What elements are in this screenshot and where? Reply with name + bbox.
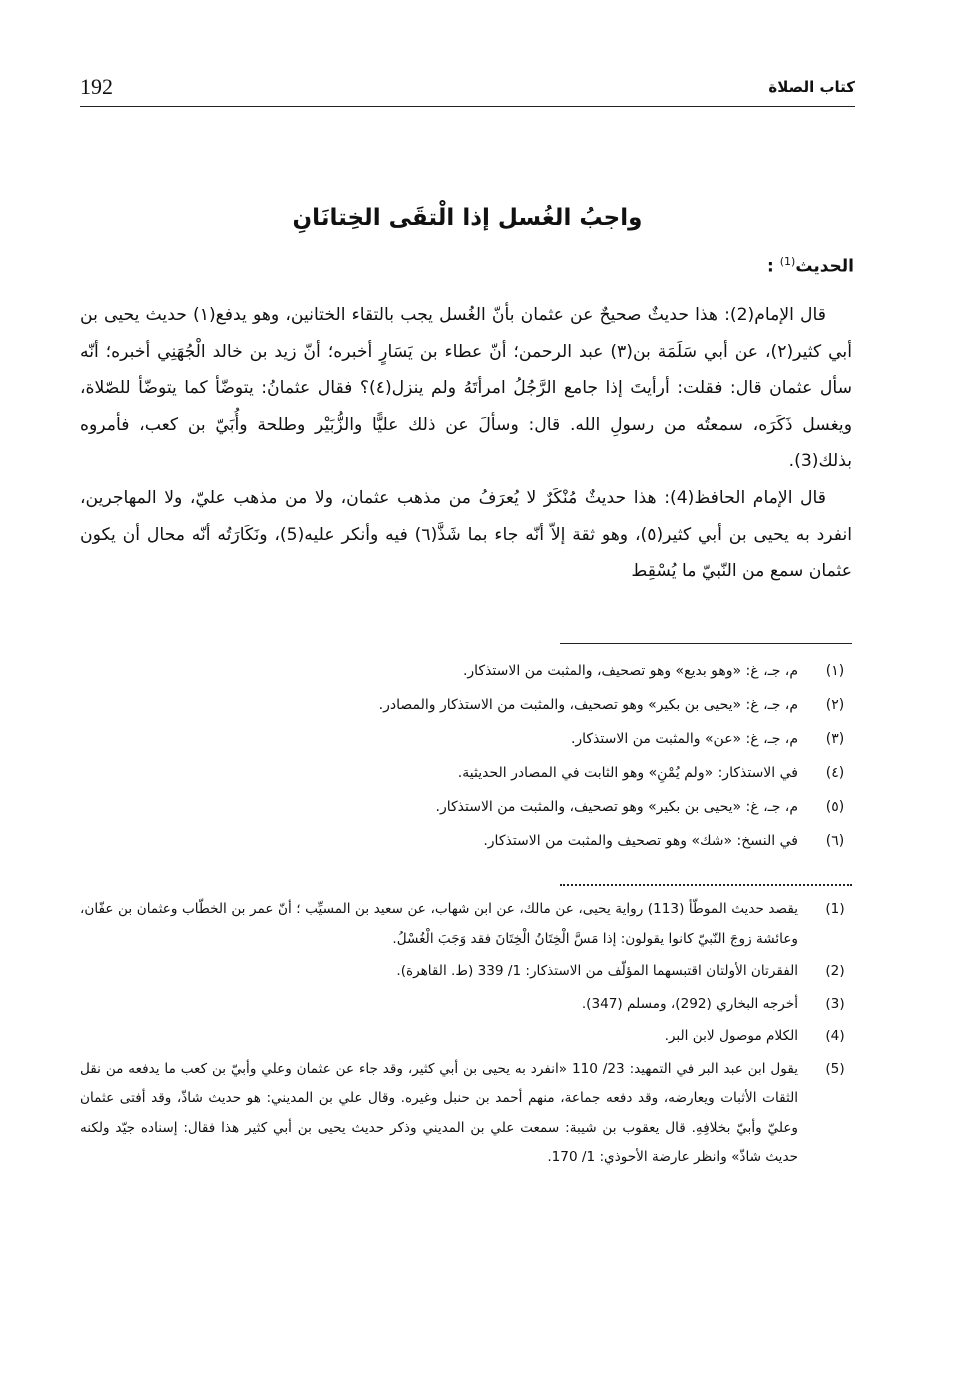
footnote: [80, 957, 852, 987]
footnote-separator: [560, 643, 852, 644]
running-header: [80, 70, 855, 107]
footnote-text: يقصد حديث الموطّأ (113) رواية يحيى، عن مالك، عن ابن شهاب، عن سعيد بن المسيِّب ؛ أنّ عمر بن الخطّاب وعثمان بن عفّان، وعائشة زوجَ النّبيّ كانوا يقولون: إذا مَسَّ الْخِتَانُ الْخِتَانَ فقد وَجَبَ الْغُسْلُ.: [80, 901, 798, 947]
section-footnote-ref: (1): [779, 255, 796, 268]
note-number: (٦): [825, 833, 845, 849]
chapter-title: واجبُ الغُسل إذا الْتقَى الخِتانَانِ: [292, 205, 643, 231]
note-text: م، جـ، غ: «يحيى بن بكير» وهو تصحيف، والمثبت من الاستذكار.: [435, 799, 798, 815]
footnote-number: (1): [825, 901, 845, 917]
footnote-text: أخرجه البخاري (292)، ومسلم (347).: [581, 995, 798, 1012]
paragraph: قال الإمام(2): هذا حديثٌ صحيحٌ عن عثمان بأنّ الغُسل يجب بالتقاء الختانين، وهو يدفع(١) حديث يحيى بن أبي كثير(٢)، عن أبي سَلَمَة بن(٣) عبد الرحمن؛ أنّ عطاء بن يَسَارٍ أخبره؛ أنّ زيد بن خالد الْجُهَنِي أخبره؛ أنّه سأل عثمان قال: فقلت: أرأيتَ إذا جامع الرَّجُلُ امرأتَهُ ولم ينزل(٤)؟ فقال عثمانُ: يتوضّأ كما يتوضّأ للصّلاة، ويغسل ذَكَرَه، سمعتُه من رسولِ الله. قال: وسألَ عن ذلك عليًّا والزُّبَيْر وطلحة وأُبَيّ بن كعب، فأمروه بذلك(3).: [80, 305, 852, 472]
footnote-number: (4): [825, 1028, 845, 1044]
footnote: [80, 895, 852, 954]
section-colon: :: [767, 256, 774, 277]
footnote-number: (3): [825, 995, 845, 1012]
footnote-text: الكلام موصول لابن البر.: [664, 1028, 798, 1044]
editor-note: [80, 756, 852, 790]
footnote-text: يقول ابن عبد البر في التمهيد: 23/ 110 «انفرد به يحيى بن أبي كثير، وقد جاء عن عثمان وعلي وأبيّ بن كعب ما يدفعه من نقل الثقات الأثبات ويعارضه، وقد دفعه جماعة، منهم أحمد بن حنبل وغيره. وقال علي بن المديني: هو حديث شاذّ، وقد أفتى عثمان وعليّ وأبيّ بخلافِهِ. قال يعقوب بن شيبة: سمعت علي بن المديني وذكر حديث يحيى بن أبي كثير هذا فقال: إسناده جيّد ولكنه حديث شاذّ» وانظر عارضة الأحوذي: 1/ 170.: [80, 1060, 798, 1165]
author-footnotes: [80, 895, 852, 1176]
book-title: كتاب الصلاة: [768, 78, 855, 96]
note-text: م، جـ، غ: «وهو بديع» وهو تصحيف، والمثبت من الاستذكار.: [462, 663, 798, 679]
note-number: (٥): [825, 799, 845, 815]
footnote-number: (5): [825, 1060, 845, 1077]
footnote-number: (2): [825, 963, 845, 979]
note-text: م، جـ، غ: «عن» والمثبت من الاستذكار.: [570, 731, 798, 747]
note-text: م، جـ، غ: «يحيى بن بكير» وهو تصحيف، والمثبت من الاستذكار والمصادر.: [378, 697, 798, 713]
main-text: [80, 297, 852, 590]
editor-notes: [80, 654, 852, 858]
editor-note: [80, 790, 852, 824]
footnote: [80, 990, 852, 1020]
editor-note: [80, 688, 852, 722]
editor-note: [80, 654, 852, 688]
dotted-separator: [560, 884, 852, 886]
editor-note: [80, 722, 852, 756]
note-text: في النسخ: «شك» وهو تصحيف والمثبت من الاستذكار.: [483, 833, 798, 849]
note-number: (٢): [825, 697, 845, 713]
note-number: (٣): [825, 731, 845, 747]
footnote: [80, 1055, 852, 1173]
note-text: في الاستذكار: «ولم يُمْنِ» وهو الثابت في المصادر الحديثية.: [457, 765, 798, 781]
page-number: 192: [80, 74, 113, 99]
footnote: [80, 1022, 852, 1052]
section-label: [767, 255, 854, 277]
footnote-text: الفقرتان الأولتان اقتبسهما المؤلّف من الاستذكار: 1/ 339 (ط. القاهرة).: [396, 963, 798, 979]
editor-note: [80, 824, 852, 858]
note-number: (٤): [825, 765, 845, 781]
note-number: (١): [825, 663, 845, 679]
section-label-text: الحديث: [795, 256, 854, 277]
paragraph: قال الإمام الحافظ(4): هذا حديثٌ مُنْكَرٌ لا يُعرَفُ من مذهب عثمان، ولا من مذهب عليّ، ولا المهاجرين، انفرد به يحيى بن أبي كثير(٥)، وهو ثقة إلاّ أنّه جاء بما شَذَّ(٦) فيه وأنكر عليه(5)، ونَكَارَتُه أنّه محال أن يكون عثمان سمع من النّبيّ ما يُسْقِط: [80, 487, 853, 582]
